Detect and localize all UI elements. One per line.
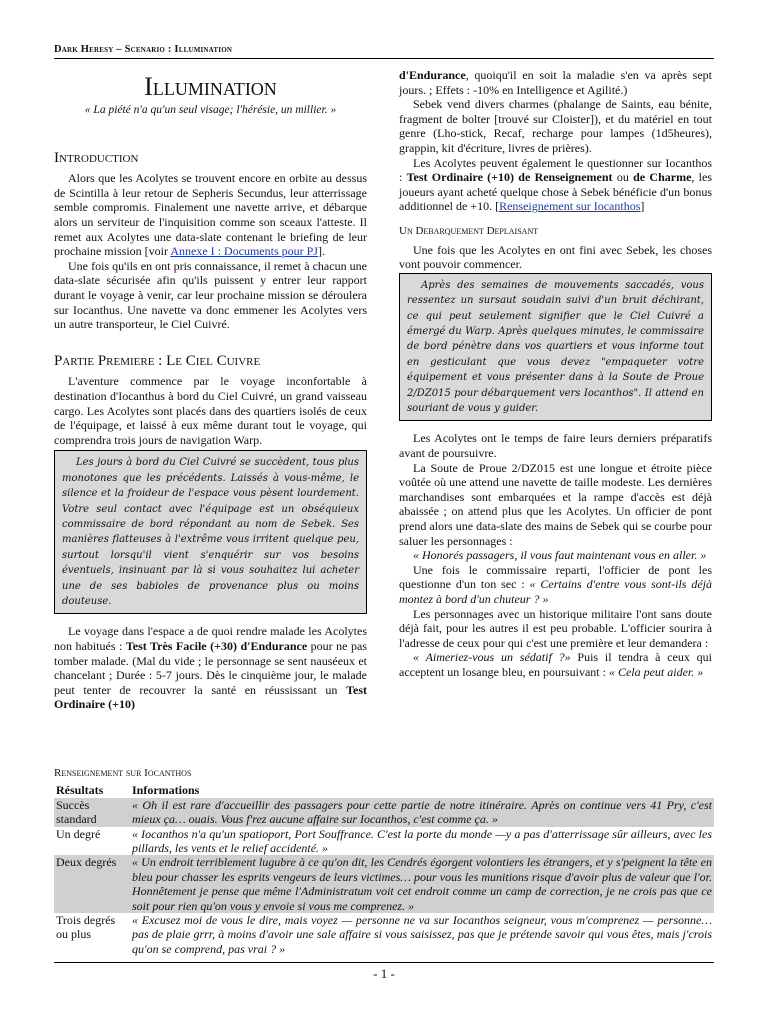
sebek-wares: Sebek vend divers charmes (phalange de Saints, eau bénite, fragment de bolter [trouvé sur Cloister]), et du matériel en tout genre (Lho-stick, Recaf, recharge pour lampes (1d5heures), grappin, kit d'écriture, livres de prières). bbox=[399, 97, 712, 155]
narrative-box-1-text: Les jours à bord du Ciel Cuivré se succèdent, tous plus monotones que les précédents. Laissés à vous-même, le silence et la froideur de l'espace vous pèsent lourdement. Votre seul contact avec l'équipage est un obséquieux commissaire de bord répondant au nom de Sebek. Ses manières flatteuses à l'extrême vous irritent quelque peu, surtout lorsqu'il vient s'enquérir sur vos besoins éventuels, insinuant par là si vous souhaitez lui acheter une de ses babioles de provenance plus ou moins douteuse. bbox=[62, 457, 359, 607]
table-cell-result: Succès standard bbox=[54, 798, 130, 827]
part1-paragraph-2 bbox=[54, 624, 367, 712]
question-paragraph bbox=[399, 156, 712, 214]
table-row bbox=[54, 855, 714, 913]
narrative-box-2 bbox=[399, 273, 712, 422]
narrative-box-1 bbox=[54, 450, 367, 614]
renseignement-table bbox=[54, 783, 714, 956]
intro-paragraph-2: Une fois qu'ils en ont pris connaissance, il remet à chacun une data-slate sécurisée afin qu'ils puissent y entrer leur rapport durant le voyage à venir, car leur prochaine mission se déroulera sur Iocanthus. Une navette va donc emmener les Acolytes vers un autre transporteur, le Ciel Cuivré. bbox=[54, 258, 367, 332]
table-header-row bbox=[54, 783, 714, 797]
page-number: - 1 - bbox=[373, 966, 395, 981]
table-cell-result: Un degré bbox=[56, 826, 101, 841]
r3-b: Test Ordinaire (+10) de Renseignement bbox=[406, 170, 613, 185]
p7-b: Puis il tendra à ceux qui acceptent un losange bleu, en poursuivant : bbox=[399, 650, 713, 679]
part1-heading: Partie Premiere : Le Ciel Cuivre bbox=[54, 352, 261, 369]
left-column bbox=[54, 66, 367, 712]
landing-paragraph-5 bbox=[399, 563, 712, 607]
r3-a: Les Acolytes peuvent également le questionner sur Iocanthos : bbox=[399, 155, 712, 185]
r1-b: , quoiqu'il en soit la maladie s'en va après sept jours. ; Effets : -10% en Intelligence et Agilité.) bbox=[399, 68, 712, 97]
table-cell-result: Trois degrés ou plus bbox=[56, 913, 116, 942]
p7-a: « Aimeriez-vous un sédatif ?» bbox=[413, 650, 571, 665]
landing-paragraph-2: Les Acolytes ont le temps de faire leurs derniers préparatifs avant de poursuivre. bbox=[399, 431, 712, 460]
r3-f: ] bbox=[640, 199, 645, 214]
table-cell-info: « Un endroit terriblement lugubre à ce qu'on dit, les Cendrés égorgent volontiers les étrangers, et y s'peignent la tête en bleu pour chasser les esprits vengeurs de leurs victimes… pour vous les munitions risque d'avoir plus de valeur que l'or. Honnêtement je pense que même l'Administratum voit cet endroit comme un camp de correction, je ne crois pas que ce soit pour rien qu'on vous y envoie si vous me comprenez. » bbox=[132, 855, 712, 913]
p2-d: Test Ordinaire (+10) bbox=[54, 682, 367, 712]
landing-paragraph-6: Les personnages avec un historique militaire l'ont sans doute déjà fait, pour les autres il est peu probable. L'officier sourira à l'adresse de ceux pour qui c'est une première et leur demandera : bbox=[399, 606, 712, 650]
r3-d: de Charme bbox=[633, 170, 692, 185]
p5-a: Une fois le commissaire reparti, l'officier de pont les questionne d'un ton sec : bbox=[399, 562, 712, 592]
table-row bbox=[54, 798, 714, 827]
renseignement-table-section bbox=[54, 766, 714, 956]
table-heading: Renseignement sur Iocanthos bbox=[54, 767, 192, 779]
col-info-header: Informations bbox=[132, 783, 200, 798]
p2-c: pour ne pas tomber malade. (Mal du vide ; le personnage se sent nauséeux et chancelant ; Durée : 5-7 jours. Dès le cinquième jour, le malade peut tenter de recouvrer la santé en réussissant un bbox=[54, 638, 367, 697]
page-title: Illumination bbox=[144, 72, 277, 101]
table-row bbox=[54, 827, 714, 856]
intro-p1-text: Alors que les Acolytes se trouvent encore en orbite au dessus de Scintilla à leur retour de Sepheris Secundus, leur atterrissage semble compromis. Finalement une navette arrive, et débarque alors un serviteur de l'inquisition comme son sceaux l'atteste. Il remet aux Acolytes une data-slate contenant le briefing de leur prochaine mission [voir bbox=[54, 171, 367, 259]
footer-rule bbox=[54, 962, 714, 963]
r1-a: d'Endurance bbox=[399, 68, 466, 82]
table-cell-info: « Iocanthos n'a qu'un spatioport, Port Souffrance. C'est la porte du monde —y a pas d'atterrissage sûr ailleurs, avec les pillards, les vents et le relief accidenté. » bbox=[132, 826, 712, 856]
intro-p1-end: ]. bbox=[317, 244, 325, 259]
table-row bbox=[54, 913, 714, 956]
landing-paragraph-1: Une fois que les Acolytes en ont fini avec Sebek, les choses vont pouvoir commencer. bbox=[399, 242, 712, 272]
running-header: Dark Heresy – Scenario : Illumination bbox=[54, 44, 233, 55]
part1-paragraph-1: L'aventure commence par le voyage inconfortable à destination d'Iocanthus à bord du Ciel Cuivré, un grand vaisseau cargo. Les Acolytes sont placés dans des quartiers isolés de ceux de l'équipage, et laissé à eux même durant tout le voyage, qui comprendra trois jours de navigation Warp. bbox=[54, 374, 367, 447]
landing-quote-1: « Honorés passagers, il vous faut maintenant vous en aller. » bbox=[413, 548, 707, 563]
epigraph: « La piété n'a qu'un seul visage; l'hérésie, un millier. » bbox=[84, 104, 337, 116]
r3-e: , les joueurs ayant acheté quelque chose à Sebek bénéficie d'un bonus additionnel de +10. [ bbox=[399, 170, 712, 214]
landing-heading: Un Debarquement Deplaisant bbox=[399, 224, 539, 237]
renseignement-link[interactable]: Renseignement sur Iocanthos bbox=[499, 199, 641, 214]
col-result-header: Résultats bbox=[56, 783, 104, 798]
p5-b: « Certains d'entre vous sont-ils déjà montez à bord d'un chuteur ? » bbox=[399, 577, 712, 606]
p2-b: Test Très Facile (+30) d'Endurance bbox=[125, 638, 308, 653]
intro-paragraph-1 bbox=[54, 171, 367, 259]
narrative-box-2-text: Après des semaines de mouvements saccadés, vous ressentez un sursaut soudain suivi d'un bruit déchirant, ce qui peut seulement signifier que le Ciel Cuivré a émergé du Warp. Après quelques minutes, le commissaire de bord pénètre dans vos quartiers et vous informe tout en gesticulant que vous devez "empaqueter votre équipement et vous présenter dans à la Soute de Proue 2/DZ015 pour débarquement vers Iocanthos". Il attend en souriant de vous y guider. bbox=[407, 279, 704, 414]
right-column bbox=[399, 68, 712, 679]
p7-c: « Cela peut aider. » bbox=[608, 664, 704, 679]
part1-continuation bbox=[399, 68, 712, 97]
landing-paragraph-3: La Soute de Proue 2/DZ015 est une longue et étroite pièce voûtée où une attend une navette de taille modeste. Les dernières marchandises sont embarquées et la rampe d'accès est déjà abaissée ; on attend plus que les Acolytes. Un officier de pont prend alors une data-slate des mains de Sebek qui se courbe pour saluer les personnages : bbox=[399, 460, 712, 548]
p2-a: Le voyage dans l'espace a de quoi rendre malade les Acolytes non habitués : bbox=[54, 624, 367, 653]
table-cell-result: Deux degrés bbox=[54, 855, 130, 913]
header-rule bbox=[54, 58, 714, 59]
r3-c: ou bbox=[612, 170, 634, 185]
intro-heading: Introduction bbox=[54, 149, 139, 166]
annexe-link[interactable]: Annexe I : Documents pour PJ bbox=[170, 244, 318, 259]
landing-paragraph-7 bbox=[399, 650, 712, 679]
table-cell-info: « Oh il est rare d'accueillir des passagers pour cette partie de notre itinéraire. Après on continue vers 41 Pry, c'est mieux ça… ouais. Vous f'rez aucune affaire sur Iocanthos, c'est comme ça. » bbox=[132, 797, 712, 827]
table-cell-info: « Excusez moi de vous le dire, mais voyez — personne ne va sur Iocanthos seigneur, vous m'comprenez — personne… pas de plaie grrr, à moins d'avoir une sale affaire si vous saisissez, pas que je prétende savoir qui vous êtes, mais j'crois qu'on se comprend, pas vrai ? » bbox=[132, 913, 712, 956]
